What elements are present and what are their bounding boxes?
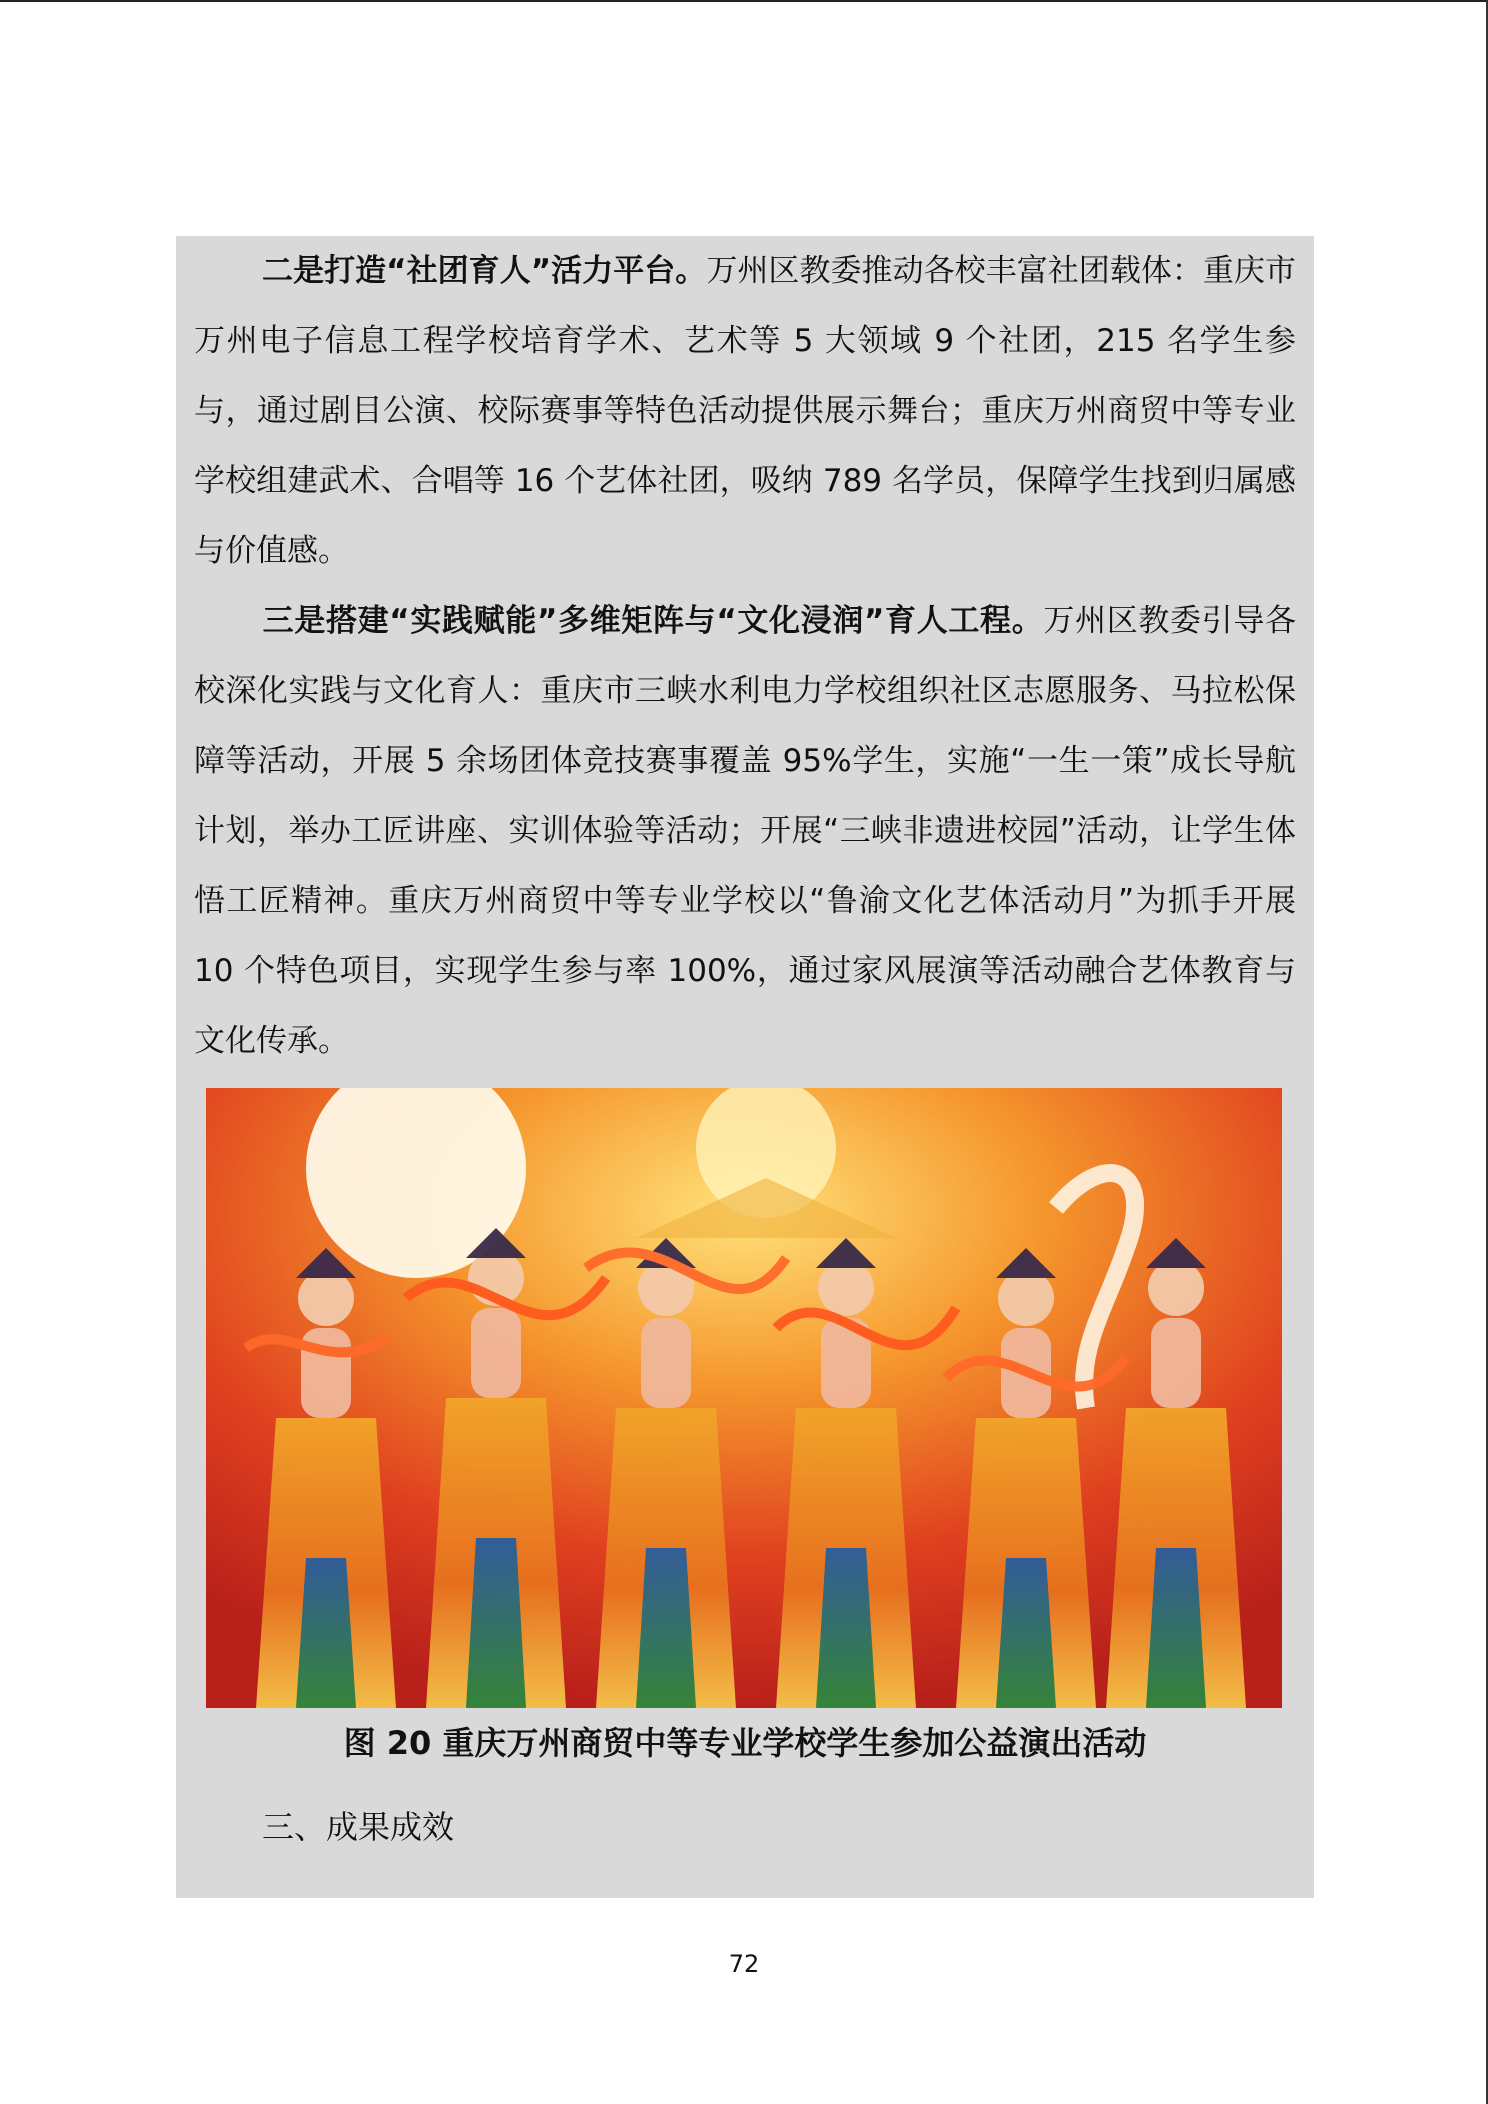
paragraph-club-platform	[194, 236, 1296, 586]
paragraph-body: 万州区教委引导各校深化实践与文化育人：重庆市三峡水利电力学校组织社区志愿服务、马拉松保障等活动，开展 5 余场团体竞技赛事覆盖 95%学生，实施“一生一策”成长导航计划，举办工匠讲座、实训体验等活动；开展“三峡非遗进校园”活动，让学生体悟工匠精神。重庆万州商贸中等专业学校以“鲁渝文化艺体活动月”为抓手开展 10 个特色项目，实现学生参与率 100%，通过家风展演等活动融合艺体教育与文化传承。	[194, 603, 1297, 1059]
page-top-border	[0, 0, 1488, 2]
dance-performance-photo	[206, 1088, 1282, 1708]
page-number: 72	[728, 1950, 760, 1978]
paragraph-lead: 二是打造“社团育人”活力平台。	[262, 253, 707, 289]
paragraph-lead: 三是搭建“实践赋能”多维矩阵与“文化浸润”育人工程。	[262, 603, 1044, 639]
shaded-content-panel	[176, 236, 1314, 1898]
paragraph-body: 万州区教委推动各校丰富社团载体：重庆市万州电子信息工程学校培育学术、艺术等 5 大领域 9 个社团，215 名学生参与，通过剧目公演、校际赛事等特色活动提供展示舞台；重庆万州商贸中等专业学校组建武术、合唱等 16 个艺体社团，吸纳 789 名学员，保障学生找到归属感与价值感。	[194, 253, 1297, 569]
section-heading: 三、成果成效	[262, 1808, 455, 1846]
figure-caption: 图 20 重庆万州商贸中等专业学校学生参加公益演出活动	[343, 1724, 1147, 1762]
paragraph-practice-culture	[194, 586, 1296, 1076]
